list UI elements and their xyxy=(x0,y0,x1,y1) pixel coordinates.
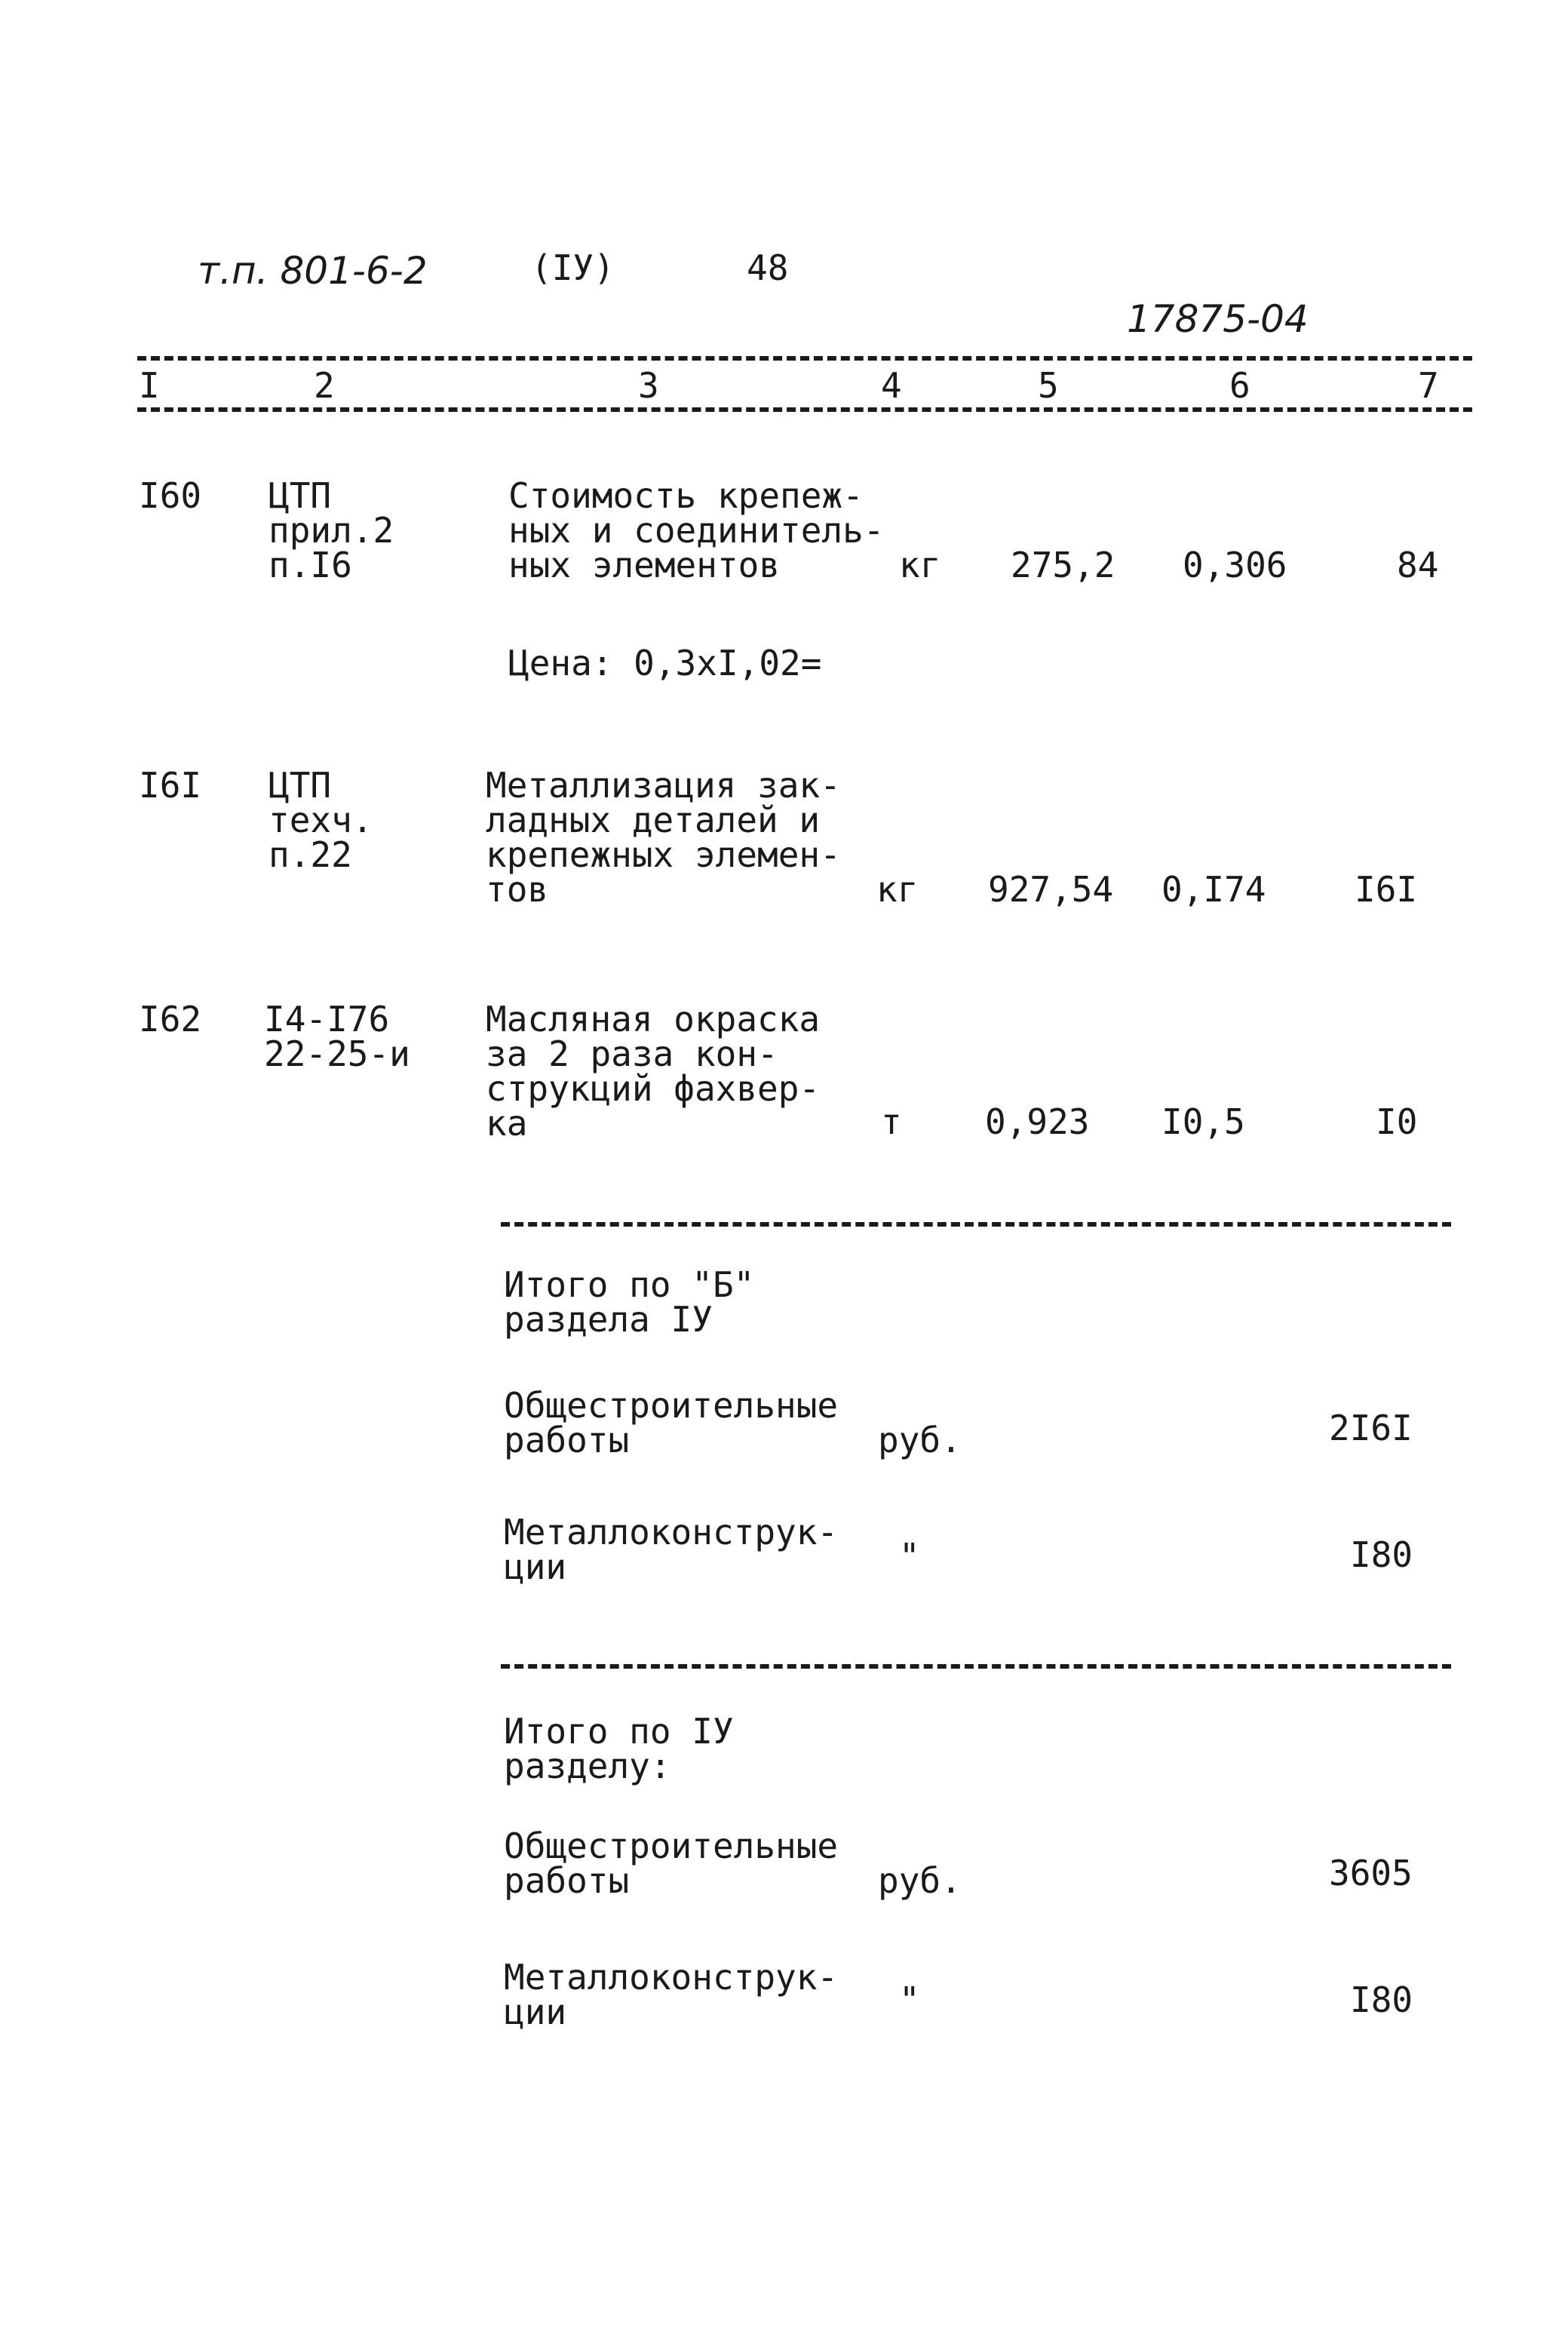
row-unit: т xyxy=(881,1101,902,1142)
doc-reference: т.п. 801-6-2 xyxy=(198,249,428,293)
row-number: I60 xyxy=(139,475,202,516)
summary-item-total: 3605 xyxy=(1329,1853,1413,1893)
header-bottom-rule xyxy=(137,407,1472,412)
summary-item-unit: " xyxy=(899,1979,920,2020)
col-header-3: 3 xyxy=(638,365,659,406)
row-total: 84 xyxy=(1397,545,1439,585)
row-description: Металлизация зак- ладных деталей и крепежных элемен- тов xyxy=(486,765,841,910)
summary-item-unit: руб. xyxy=(878,1860,962,1901)
summary-item-label: Общестроительные работы xyxy=(504,1385,839,1460)
row-description: Стоимость крепеж- ных и соединитель- ных элементов xyxy=(508,475,885,585)
row-quantity: 927,54 xyxy=(988,869,1114,910)
header-top-rule xyxy=(137,356,1472,361)
col-header-4: 4 xyxy=(881,365,902,406)
page-number: 48 xyxy=(747,247,789,288)
row-unit: кг xyxy=(899,545,941,585)
col-header-6: 6 xyxy=(1229,365,1250,406)
row-unit: кг xyxy=(876,869,919,910)
row-total: I6I xyxy=(1355,869,1418,910)
summary-b-rule xyxy=(501,1222,1451,1227)
summary-item-unit: руб. xyxy=(878,1420,962,1460)
summary-item-label: Металлоконструк- ции xyxy=(504,1512,839,1587)
row-quantity: 275,2 xyxy=(1011,545,1115,585)
row-price: 0,306 xyxy=(1183,545,1287,585)
summary-item-label: Общестроительные работы xyxy=(504,1826,839,1901)
section-label: (IУ) xyxy=(531,247,615,288)
row-number: I62 xyxy=(139,999,202,1040)
row-note: Цена: 0,3xI,02= xyxy=(508,643,822,683)
row-code: ЦТП прил.2 п.I6 xyxy=(268,475,394,585)
row-quantity: 0,923 xyxy=(985,1101,1090,1142)
summary-item-total: I80 xyxy=(1350,1534,1413,1575)
col-header-5: 5 xyxy=(1038,365,1059,406)
row-number: I6I xyxy=(139,765,202,806)
summary-item-unit: " xyxy=(899,1536,920,1577)
row-code: I4-I76 22-25-и xyxy=(264,999,410,1074)
summary-iv-title: Итого по IУ разделу: xyxy=(504,1711,734,1786)
col-header-1: I xyxy=(139,365,160,406)
summary-item-total: I80 xyxy=(1350,1979,1413,2020)
row-code: ЦТП техч. п.22 xyxy=(268,765,373,875)
summary-item-total: 2I6I xyxy=(1329,1408,1413,1448)
summary-iv-rule xyxy=(501,1664,1451,1669)
row-price: I0,5 xyxy=(1161,1101,1245,1142)
summary-item-label: Металлоконструк- ции xyxy=(504,1957,839,2032)
col-header-2: 2 xyxy=(314,365,335,406)
row-price: 0,I74 xyxy=(1161,869,1266,910)
summary-b-title: Итого по "Б" раздела IУ xyxy=(504,1264,755,1340)
sheet-code: 17875-04 xyxy=(1127,297,1309,341)
row-description: Масляная окраска за 2 раза кон- струкций фахвер- ка xyxy=(486,999,821,1144)
row-total: I0 xyxy=(1376,1101,1418,1142)
col-header-7: 7 xyxy=(1418,365,1439,406)
